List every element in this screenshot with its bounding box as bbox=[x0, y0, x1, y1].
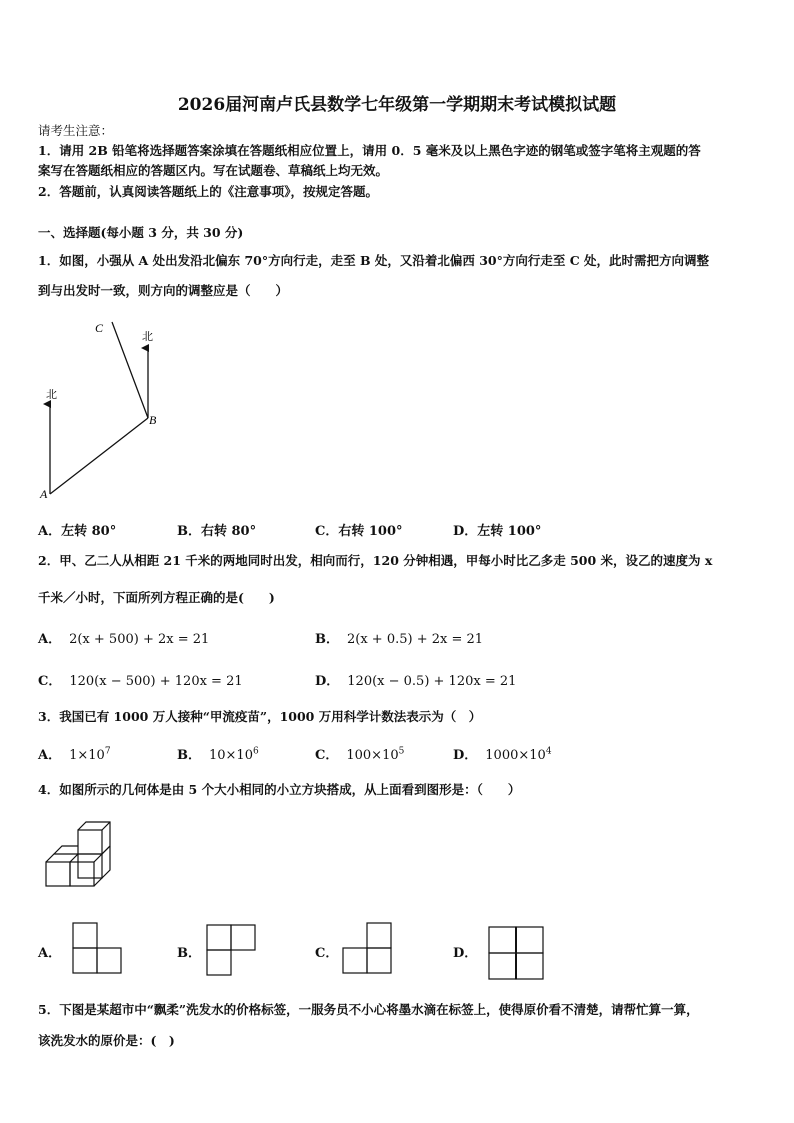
q4-option-a-shape bbox=[72, 922, 122, 974]
point-label-c: C bbox=[95, 321, 104, 335]
q2-option-b bbox=[315, 628, 483, 647]
q3-option-a-base: 1×10 bbox=[69, 748, 105, 763]
q4-line: 4．如图所示的几何体是由 5 个大小相同的小立方块搭成，从上面看到图形是：（ ） bbox=[38, 782, 521, 797]
north-label-b: 北 bbox=[142, 330, 153, 343]
page-title: 2026届河南卢氏县数学七年级第一学期期末考试模拟试题 bbox=[177, 95, 617, 115]
q2-option-b-equation: 2(x + 0.5) + 2x = 21 bbox=[347, 632, 484, 647]
q2-option-a-letter: A． bbox=[38, 632, 62, 647]
q2-option-c bbox=[38, 670, 243, 689]
q3-line: 3．我国已有 1000 万人接种“甲流疫苗”，1000 万用科学计数法表示为（ ） bbox=[38, 709, 482, 724]
q1-option-c: C．右转 100° bbox=[315, 524, 403, 539]
notice-heading: 请考生注意： bbox=[38, 123, 114, 138]
q3-option-c bbox=[315, 744, 404, 763]
q2-line-2: 千米／小时，下面所列方程正确的是( ) bbox=[38, 590, 275, 605]
q2-option-a-equation: 2(x + 500) + 2x = 21 bbox=[69, 632, 210, 647]
q4-cube-solid-figure bbox=[42, 818, 114, 892]
notice-item-1-line-2: 案写在答题纸相应的答题区内。写在试题卷、草稿纸上均无效。 bbox=[38, 163, 389, 178]
q2-option-d bbox=[315, 670, 516, 689]
q4-option-c-label: C． bbox=[315, 946, 339, 961]
q3-option-d-base: 1000×10 bbox=[485, 748, 546, 763]
q2-line-1: 2．甲、乙二人从相距 21 千米的两地同时出发，相向而行，120 分钟相遇，甲每小时比乙多走 500 米，设乙的速度为 x bbox=[38, 553, 713, 568]
point-label-b: B bbox=[149, 413, 157, 427]
path-a-to-b bbox=[50, 418, 148, 494]
q1-option-b: B．右转 80° bbox=[177, 524, 257, 539]
q3-option-b-exponent: 6 bbox=[252, 746, 259, 757]
notice-item-2: 2．答题前，认真阅读答题纸上的《注意事项》，按规定答题。 bbox=[38, 184, 378, 199]
notice-item-1-line-1: 1．请用 2B 铅笔将选择题答案涂填在答题纸相应位置上，请用 0．5 毫米及以上黑色字迹的钢笔或签字笔将主观题的答 bbox=[38, 143, 701, 158]
q1-option-a: A．左转 80° bbox=[38, 524, 117, 539]
q5-line-2: 该洗发水的原价是：( ) bbox=[38, 1033, 175, 1048]
q2-option-d-equation: 120(x − 0.5) + 120x = 21 bbox=[347, 674, 517, 689]
q3-option-a bbox=[38, 744, 111, 763]
point-label-a: A bbox=[40, 487, 48, 501]
north-label-a: 北 bbox=[46, 388, 57, 401]
q3-option-a-exponent: 7 bbox=[104, 746, 111, 757]
q4-option-c-shape bbox=[342, 922, 392, 974]
q1-line-2: 到与出发时一致，则方向的调整应是（ ） bbox=[38, 283, 289, 298]
q2-option-c-letter: C． bbox=[38, 674, 62, 689]
q3-option-c-base: 100×10 bbox=[346, 748, 399, 763]
q3-option-c-exponent: 5 bbox=[398, 746, 405, 757]
q3-option-d-letter: D． bbox=[453, 748, 478, 763]
q5-line-1: 5．下图是某超市中“飘柔”洗发水的价格标签，一服务员不小心将墨水滴在标签上，使得原价看不清楚，请帮忙算一算， bbox=[38, 1002, 699, 1017]
q1-direction-figure bbox=[40, 318, 170, 503]
section-heading: 一、选择题(每小题 3 分，共 30 分) bbox=[38, 225, 244, 240]
q4-option-d-label: D． bbox=[453, 946, 478, 961]
q2-option-c-equation: 120(x − 500) + 120x = 21 bbox=[69, 674, 243, 689]
q3-option-c-letter: C． bbox=[315, 748, 339, 763]
q4-option-a-label: A． bbox=[38, 946, 62, 961]
q1-line-1: 1．如图，小强从 A 处出发沿北偏东 70°方向行走，走至 B 处，又沿着北偏西 30°方向行走至 C 处，此时需把方向调整 bbox=[38, 253, 710, 268]
q4-option-d-shape bbox=[488, 926, 544, 980]
q2-option-b-letter: B． bbox=[315, 632, 339, 647]
q3-option-d-exponent: 4 bbox=[545, 746, 552, 757]
q3-option-b-letter: B． bbox=[177, 748, 201, 763]
q3-option-b bbox=[177, 744, 259, 763]
q1-option-d: D．左转 100° bbox=[453, 524, 542, 539]
q3-option-a-letter: A． bbox=[38, 748, 62, 763]
q4-option-b-shape bbox=[206, 924, 256, 976]
q3-option-d bbox=[453, 744, 552, 763]
q4-option-b-label: B． bbox=[177, 946, 201, 961]
q2-option-d-letter: D． bbox=[315, 674, 340, 689]
q2-option-a bbox=[38, 628, 209, 647]
q3-option-b-base: 10×10 bbox=[209, 748, 253, 763]
